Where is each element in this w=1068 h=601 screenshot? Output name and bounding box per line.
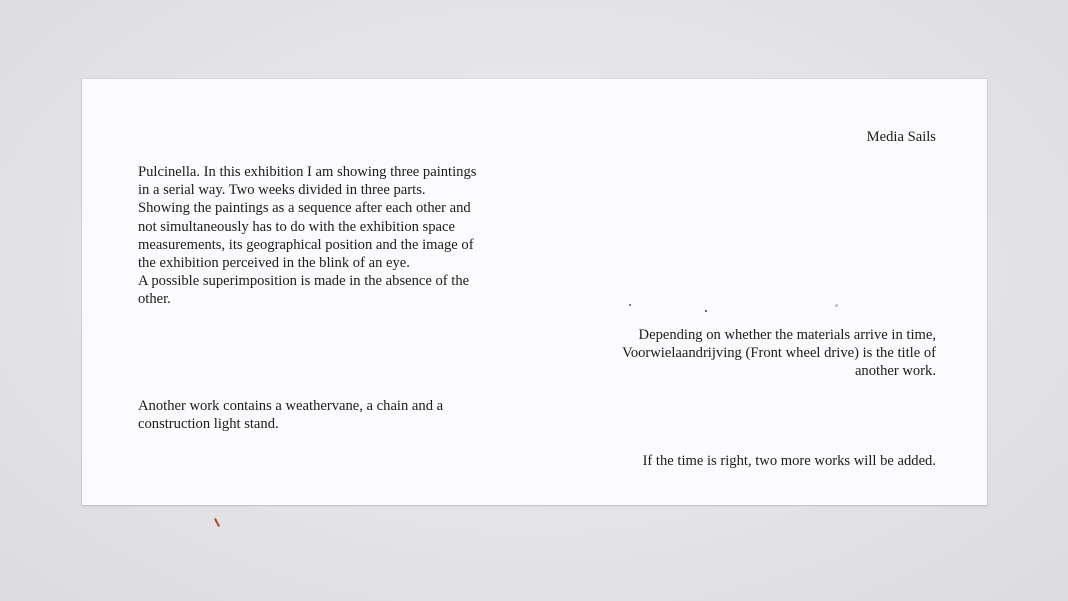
paper-speck xyxy=(705,310,707,312)
more-works-paragraph: If the time is right, two more works will be added. xyxy=(642,453,936,469)
intro-paragraph: Pulcinella. In this exhibition I am showing three paintings in a serial way. Two weeks divided in three parts. Showing the paintings as a sequence after each other and not simultaneously has to do with the exhibition space measurements, its geographical position and the image of the exhibition perceived in the blink of an eye. A possible superimposition is made in the absence of the other. xyxy=(138,164,477,308)
printed-card xyxy=(82,79,987,505)
front-wheel-drive-paragraph: Depending on whether the materials arrive in time, Voorwielaandrijving (Front wheel drive) is the title of another work. xyxy=(622,327,936,380)
paper-speck xyxy=(835,304,838,307)
weathervane-paragraph: Another work contains a weathervane, a chain and a construction light stand. xyxy=(138,398,444,433)
card-title: Media Sails xyxy=(866,129,936,145)
paper-speck xyxy=(629,304,631,306)
